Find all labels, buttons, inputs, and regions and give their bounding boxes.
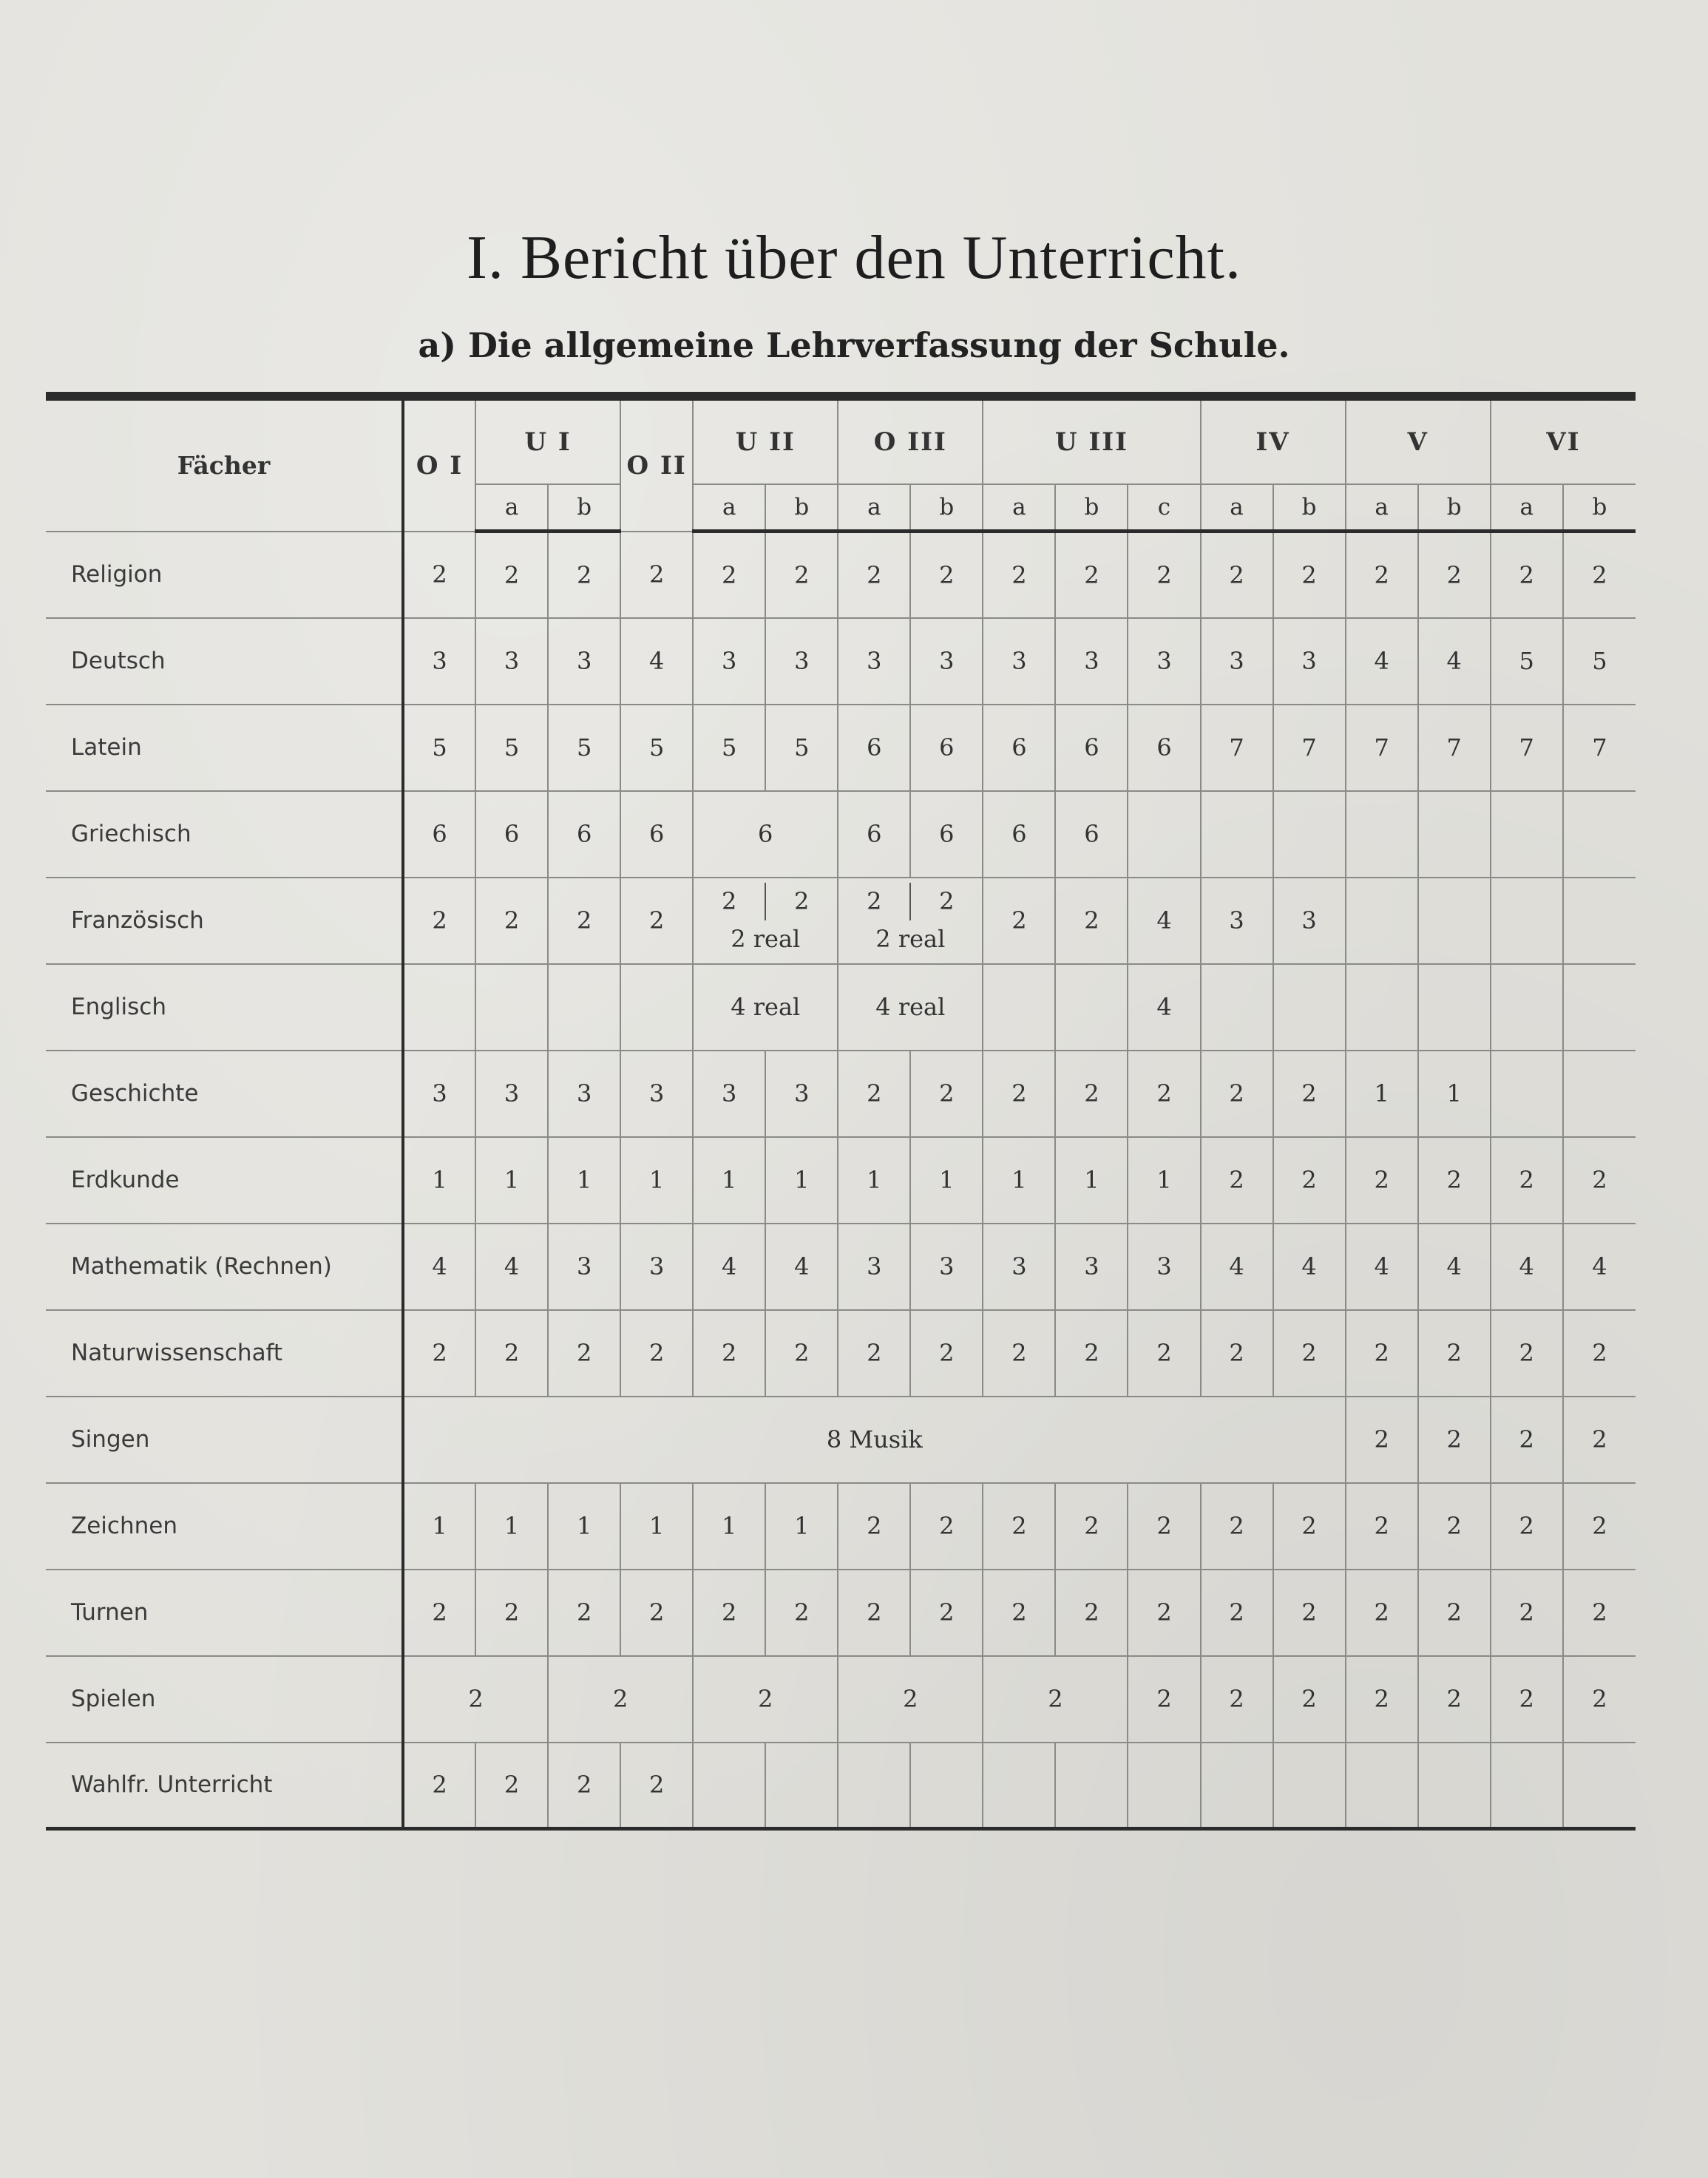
table-row: [46, 878, 1636, 964]
subject-cell: Wahlfr. Unterricht: [46, 1743, 403, 1829]
hours-cell: 4: [1491, 1224, 1563, 1310]
hours-cell: 2: [1273, 1656, 1346, 1743]
hours-cell: 2: [693, 532, 765, 618]
header-group-v: V: [1346, 396, 1491, 484]
hours-cell: 2: [838, 1570, 910, 1656]
hours-cell: 7: [1563, 705, 1636, 791]
hours-value: 2: [694, 883, 766, 920]
subject-cell: Latein: [46, 705, 403, 791]
header-sub-b: b: [910, 484, 983, 532]
hours-cell: 3: [1055, 1224, 1128, 1310]
hours-cell: 2: [1346, 532, 1418, 618]
hours-cell: 2: [403, 532, 475, 618]
hours-cell: 1: [1055, 1137, 1128, 1224]
hours-cell: 1: [620, 1483, 693, 1570]
hours-cell: 2: [1563, 1137, 1636, 1224]
header-sub-b: b: [1055, 484, 1128, 532]
hours-cell: 2: [983, 1483, 1055, 1570]
subject-cell: Zeichnen: [46, 1483, 403, 1570]
hours-cell: 6: [620, 791, 693, 878]
header-group-iv: IV: [1201, 396, 1346, 484]
table-row: [46, 532, 1636, 618]
header-sub-a: a: [1491, 484, 1563, 532]
hours-cell: 2: [403, 1570, 475, 1656]
hours-cell: 1: [693, 1137, 765, 1224]
hours-cell: 2: [403, 878, 475, 964]
hours-cell: 2: [1491, 532, 1563, 618]
hours-cell: [1563, 878, 1636, 964]
hours-cell: 6: [983, 705, 1055, 791]
hours-cell: [1491, 1743, 1563, 1829]
hours-cell: 2: [1055, 1310, 1128, 1397]
hours-cell: [1273, 1743, 1346, 1829]
hours-cell: 4: [1346, 1224, 1418, 1310]
hours-value-real: 2 real: [875, 925, 946, 953]
hours-cell: 2: [1491, 1570, 1563, 1656]
hours-cell: [1418, 1743, 1491, 1829]
hours-cell: 2: [403, 1656, 548, 1743]
header-group-uii: U II: [693, 396, 838, 484]
hours-cell: 4: [1418, 618, 1491, 705]
hours-cell: 2: [693, 1570, 765, 1656]
hours-cell: 3: [620, 1051, 693, 1137]
hours-cell: 3: [548, 1224, 620, 1310]
hours-cell: 2: [1273, 1137, 1346, 1224]
table-row: [46, 1397, 1636, 1483]
hours-cell: 6: [838, 791, 910, 878]
subject-cell: Singen: [46, 1397, 403, 1483]
hours-cell: 2: [1273, 532, 1346, 618]
header-sub-a: a: [1346, 484, 1418, 532]
hours-cell: 2: [1563, 1310, 1636, 1397]
subject-cell: Spielen: [46, 1656, 403, 1743]
hours-cell: 6: [548, 791, 620, 878]
hours-cell: 5: [548, 705, 620, 791]
header-group-vi: VI: [1491, 396, 1636, 484]
table-row: [46, 1483, 1636, 1570]
hours-cell: 5: [1491, 618, 1563, 705]
hours-cell: 2: [1201, 1570, 1273, 1656]
hours-cell: 2: [1418, 1483, 1491, 1570]
subject-cell: Religion: [46, 532, 403, 618]
hours-cell: 2: [403, 1310, 475, 1397]
hours-cell: 3: [1055, 618, 1128, 705]
table-row: [46, 1137, 1636, 1224]
hours-cell: [1128, 1743, 1200, 1829]
header-sub-b: b: [765, 484, 838, 532]
hours-cell: 2: [1418, 1397, 1491, 1483]
hours-cell: 2: [765, 1570, 838, 1656]
hours-cell: [1418, 964, 1491, 1051]
hours-cell: 4: [1418, 1224, 1491, 1310]
table-row: [46, 1310, 1636, 1397]
hours-cell: 7: [1346, 705, 1418, 791]
hours-cell: 2: [548, 878, 620, 964]
hours-cell: 3: [1128, 618, 1200, 705]
table-row: [46, 705, 1636, 791]
hours-cell: [548, 964, 620, 1051]
hours-cell: 2: [765, 1310, 838, 1397]
hours-cell: 2: [620, 1743, 693, 1829]
table-row: [46, 618, 1636, 705]
header-sub-b: b: [1273, 484, 1346, 532]
hours-cell: 3: [1128, 1224, 1200, 1310]
hours-cell: [1128, 791, 1200, 878]
subject-cell: Griechisch: [46, 791, 403, 878]
table-row: [46, 964, 1636, 1051]
subject-cell: Erdkunde: [46, 1137, 403, 1224]
hours-cell: [1273, 964, 1346, 1051]
hours-cell: 2: [620, 1570, 693, 1656]
hours-cell: [475, 964, 548, 1051]
hours-cell: 4: [620, 618, 693, 705]
hours-cell: 8 Musik: [403, 1397, 1346, 1483]
page-title: I. Bericht über den Unterricht.: [467, 223, 1241, 292]
header-group-oiii: O III: [838, 396, 983, 484]
hours-cell: 4 real: [693, 964, 838, 1051]
hours-cell: 1: [548, 1483, 620, 1570]
hours-cell: 2: [1346, 1397, 1418, 1483]
hours-cell: 2: [1563, 1656, 1636, 1743]
hours-cell: 2: [475, 878, 548, 964]
hours-cell: 1: [983, 1137, 1055, 1224]
hours-cell: [1055, 964, 1128, 1051]
hours-cell: 2: [1491, 1137, 1563, 1224]
subject-cell: Mathematik (Rechnen): [46, 1224, 403, 1310]
hours-cell: [403, 964, 475, 1051]
table-row: [46, 1570, 1636, 1656]
hours-cell: 2: [1563, 1483, 1636, 1570]
hours-cell: 2: [1418, 532, 1491, 618]
hours-cell: [1346, 791, 1418, 878]
hours-cell: 4: [1128, 964, 1200, 1051]
hours-cell: 6: [1055, 791, 1128, 878]
table-row: [46, 1224, 1636, 1310]
hours-cell: [1418, 878, 1491, 964]
header-group-oii: O II: [620, 396, 693, 532]
hours-cell: 2: [1201, 532, 1273, 618]
header-sub-a: a: [693, 484, 765, 532]
hours-cell: 4: [1563, 1224, 1636, 1310]
page-subtitle: a) Die allgemeine Lehrverfassung der Schule.: [418, 325, 1290, 365]
header-sub-b: b: [1563, 484, 1636, 532]
hours-cell: 1: [838, 1137, 910, 1224]
hours-cell: [910, 1743, 983, 1829]
hours-cell: 2: [1491, 1483, 1563, 1570]
hours-cell: 2: [910, 1570, 983, 1656]
header-sub-a: a: [1201, 484, 1273, 532]
hours-cell: 2: [1128, 1310, 1200, 1397]
hours-cell: 2: [910, 532, 983, 618]
hours-cell: 3: [1273, 618, 1346, 705]
hours-cell: 2: [548, 1743, 620, 1829]
hours-cell: 2: [1418, 1310, 1491, 1397]
hours-cell: [1346, 878, 1418, 964]
hours-cell: [1201, 964, 1273, 1051]
hours-cell: 2: [1418, 1570, 1491, 1656]
hours-cell: 2: [1563, 1570, 1636, 1656]
split-hours-cell: [693, 878, 838, 964]
hours-cell: 2: [1128, 532, 1200, 618]
hours-cell: 2: [983, 1656, 1128, 1743]
hours-cell: [983, 964, 1055, 1051]
hours-cell: 3: [548, 618, 620, 705]
hours-cell: 2: [1346, 1656, 1418, 1743]
hours-cell: 2: [910, 1483, 983, 1570]
hours-cell: 5: [475, 705, 548, 791]
subject-cell: Turnen: [46, 1570, 403, 1656]
hours-cell: 2: [910, 1051, 983, 1137]
hours-cell: 2: [1563, 1397, 1636, 1483]
hours-cell: [1491, 1051, 1563, 1137]
hours-cell: 1: [765, 1483, 838, 1570]
hours-cell: 2: [838, 1051, 910, 1137]
hours-cell: 1: [765, 1137, 838, 1224]
hours-cell: 3: [910, 1224, 983, 1310]
hours-cell: [1563, 791, 1636, 878]
hours-cell: 2: [983, 1310, 1055, 1397]
hours-cell: 2: [1055, 532, 1128, 618]
hours-cell: 2: [1491, 1310, 1563, 1397]
hours-cell: 6: [838, 705, 910, 791]
hours-cell: 3: [1201, 618, 1273, 705]
hours-cell: [1491, 791, 1563, 878]
hours-cell: 6: [983, 791, 1055, 878]
hours-cell: 1: [1418, 1051, 1491, 1137]
hours-cell: 2: [475, 1570, 548, 1656]
header-sub-b: b: [1418, 484, 1491, 532]
hours-cell: 2: [548, 1656, 693, 1743]
hours-cell: [1563, 1743, 1636, 1829]
hours-cell: 3: [403, 1051, 475, 1137]
hours-cell: 2: [1346, 1137, 1418, 1224]
hours-cell: 2: [693, 1656, 838, 1743]
hours-cell: 2: [548, 1570, 620, 1656]
hours-cell: 2: [475, 532, 548, 618]
hours-cell: 2: [1418, 1137, 1491, 1224]
table-row: [46, 1743, 1636, 1829]
hours-cell: 2: [475, 1310, 548, 1397]
header-group-ui: U I: [475, 396, 620, 484]
hours-cell: 3: [693, 1051, 765, 1137]
hours-cell: 1: [403, 1137, 475, 1224]
split-hours-cell: [838, 878, 983, 964]
hours-cell: 2: [1201, 1483, 1273, 1570]
hours-cell: 2: [765, 532, 838, 618]
hours-cell: [620, 964, 693, 1051]
hours-cell: 2: [838, 1310, 910, 1397]
hours-cell: 1: [475, 1137, 548, 1224]
hours-cell: 2: [403, 1743, 475, 1829]
hours-cell: 3: [693, 618, 765, 705]
hours-cell: 2: [983, 1051, 1055, 1137]
hours-cell: 2: [548, 1310, 620, 1397]
hours-cell: 2: [1563, 532, 1636, 618]
hours-cell: 2: [1055, 1570, 1128, 1656]
hours-cell: 4: [693, 1224, 765, 1310]
hours-cell: 2: [1346, 1483, 1418, 1570]
hours-cell: [1563, 964, 1636, 1051]
hours-cell: 1: [910, 1137, 983, 1224]
lehrverfassung-table: [46, 392, 1636, 1831]
hours-cell: [1055, 1743, 1128, 1829]
header-sub-c: c: [1128, 484, 1200, 532]
hours-cell: [1346, 1743, 1418, 1829]
hours-cell: 1: [403, 1483, 475, 1570]
hours-cell: 2: [693, 1310, 765, 1397]
hours-cell: [765, 1743, 838, 1829]
hours-cell: 2: [983, 532, 1055, 618]
hours-cell: 2: [1201, 1137, 1273, 1224]
header-sub-a: a: [983, 484, 1055, 532]
subject-cell: Geschichte: [46, 1051, 403, 1137]
hours-cell: 2: [1346, 1310, 1418, 1397]
hours-cell: 2: [838, 532, 910, 618]
subject-cell: Französisch: [46, 878, 403, 964]
hours-cell: [1201, 791, 1273, 878]
hours-cell: [983, 1743, 1055, 1829]
hours-cell: 4: [475, 1224, 548, 1310]
hours-cell: 2: [983, 1570, 1055, 1656]
hours-cell: 3: [838, 618, 910, 705]
hours-cell: [1273, 791, 1346, 878]
hours-cell: 5: [620, 705, 693, 791]
hours-cell: 2: [1201, 1656, 1273, 1743]
hours-cell: 7: [1491, 705, 1563, 791]
hours-cell: 6: [1055, 705, 1128, 791]
hours-cell: 2: [548, 532, 620, 618]
hours-cell: 4: [1201, 1224, 1273, 1310]
hours-cell: 3: [475, 1051, 548, 1137]
hours-cell: 4: [765, 1224, 838, 1310]
subject-cell: Naturwissenschaft: [46, 1310, 403, 1397]
hours-cell: 3: [765, 618, 838, 705]
hours-cell: 3: [765, 1051, 838, 1137]
hours-cell: 2: [1273, 1310, 1346, 1397]
hours-cell: 3: [1201, 878, 1273, 964]
hours-cell: 2: [1201, 1051, 1273, 1137]
hours-value: 2: [794, 886, 810, 915]
hours-cell: 2: [475, 1743, 548, 1829]
hours-cell: [1346, 964, 1418, 1051]
hours-cell: 2: [838, 1483, 910, 1570]
hours-cell: 2: [1273, 1483, 1346, 1570]
header-group-uiii: U III: [983, 396, 1200, 484]
hours-cell: 7: [1418, 705, 1491, 791]
hours-cell: 5: [403, 705, 475, 791]
hours-cell: 2: [1128, 1051, 1200, 1137]
hours-cell: 4: [403, 1224, 475, 1310]
hours-cell: 2: [1055, 878, 1128, 964]
hours-cell: 1: [475, 1483, 548, 1570]
hours-cell: 2: [1491, 1656, 1563, 1743]
hours-cell: 2: [1128, 1656, 1200, 1743]
hours-cell: 2: [838, 1656, 983, 1743]
hours-cell: 6: [475, 791, 548, 878]
hours-cell: [838, 1743, 910, 1829]
hours-cell: 6: [403, 791, 475, 878]
hours-cell: 2: [1346, 1570, 1418, 1656]
hours-cell: [693, 1743, 765, 1829]
hours-cell: 1: [1346, 1051, 1418, 1137]
hours-cell: 2: [1128, 1570, 1200, 1656]
hours-cell: 3: [910, 618, 983, 705]
hours-cell: 3: [403, 618, 475, 705]
hours-cell: 1: [1128, 1137, 1200, 1224]
header-group-oi: O I: [403, 396, 475, 532]
hours-cell: 2: [1128, 1483, 1200, 1570]
header-sub-a: a: [838, 484, 910, 532]
hours-cell: [1491, 878, 1563, 964]
hours-cell: 4: [1346, 618, 1418, 705]
hours-cell: 6: [1128, 705, 1200, 791]
hours-cell: 2: [983, 878, 1055, 964]
hours-cell: 4: [1128, 878, 1200, 964]
table-row: [46, 791, 1636, 878]
hours-cell: 2: [620, 1310, 693, 1397]
hours-cell: 2: [1201, 1310, 1273, 1397]
hours-cell: 6: [910, 705, 983, 791]
hours-cell: 3: [620, 1224, 693, 1310]
hours-value: 2: [939, 886, 955, 915]
hours-cell: 1: [620, 1137, 693, 1224]
hours-cell: 2: [1055, 1483, 1128, 1570]
hours-cell: [1201, 1743, 1273, 1829]
hours-cell: 5: [765, 705, 838, 791]
hours-cell: 5: [1563, 618, 1636, 705]
header-faecher: Fächer: [46, 396, 403, 532]
hours-cell: [1418, 791, 1491, 878]
hours-cell: 4 real: [838, 964, 983, 1051]
table-row: [46, 1656, 1636, 1743]
hours-cell: 3: [983, 1224, 1055, 1310]
hours-cell: 3: [548, 1051, 620, 1137]
hours-cell: [1491, 964, 1563, 1051]
hours-cell: 1: [693, 1483, 765, 1570]
hours-cell: 2: [910, 1310, 983, 1397]
hours-cell: 2: [620, 878, 693, 964]
hours-cell: 2: [1055, 1051, 1128, 1137]
hours-cell: 3: [1273, 878, 1346, 964]
hours-cell: 6: [910, 791, 983, 878]
hours-cell: 4: [1273, 1224, 1346, 1310]
hours-cell: 5: [693, 705, 765, 791]
subject-cell: Englisch: [46, 964, 403, 1051]
hours-cell: 3: [983, 618, 1055, 705]
hours-cell: 3: [475, 618, 548, 705]
hours-cell: 7: [1201, 705, 1273, 791]
subject-cell: Deutsch: [46, 618, 403, 705]
hours-cell: 2: [620, 532, 693, 618]
hours-value: 2: [838, 883, 911, 920]
hours-cell: 2: [1418, 1656, 1491, 1743]
header-sub-a: a: [475, 484, 548, 532]
hours-cell: 6: [693, 791, 838, 878]
hours-value-real: 2 real: [731, 925, 801, 953]
hours-cell: 2: [1273, 1570, 1346, 1656]
header-sub-b: b: [548, 484, 620, 532]
table-row: [46, 1051, 1636, 1137]
hours-cell: [1563, 1051, 1636, 1137]
hours-cell: 7: [1273, 705, 1346, 791]
hours-cell: 1: [548, 1137, 620, 1224]
hours-cell: 3: [838, 1224, 910, 1310]
hours-cell: 2: [1491, 1397, 1563, 1483]
hours-cell: 2: [1273, 1051, 1346, 1137]
